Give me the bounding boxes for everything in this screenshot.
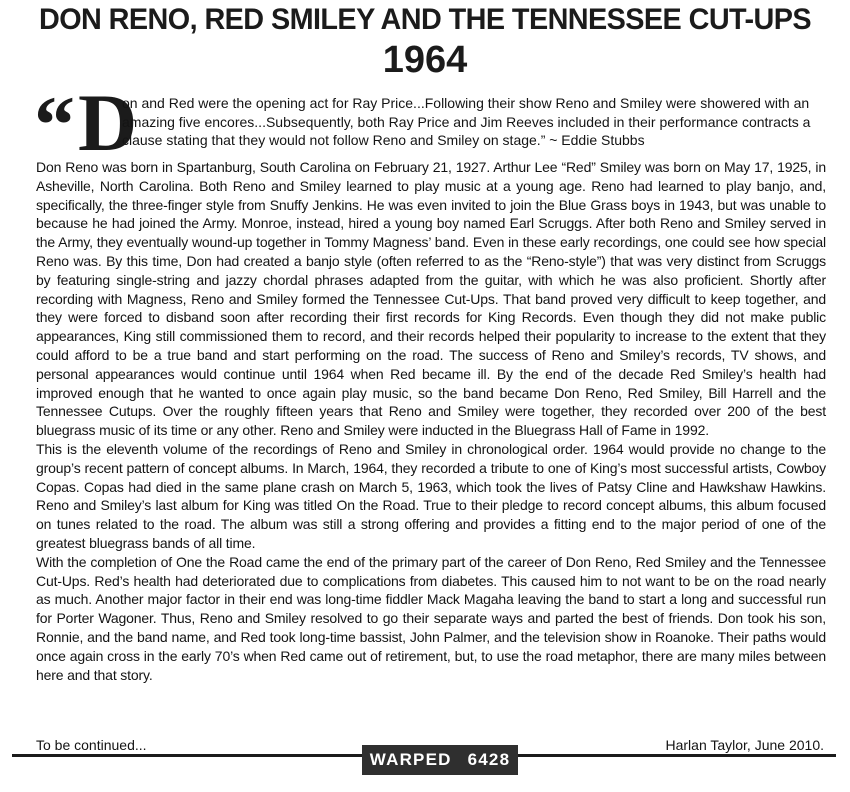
paragraph-biography: Don Reno was born in Spartanburg, South Carolina on February 21, 1927. Arthur Lee “Red” Smiley was born on May 17, 1925, in Asheville, North Carolina. Both Reno and Smiley learned to play music at a young age. Reno had learned to play banjo, and, specifically, the three-finger style from Snuffy Jenkins. He was even invited to join the Blue Grass boys in 1943, but was unable to because he had joined the Army. Monroe, instead, hired a young boy named Earl Scruggs. After both Reno and Smiley served in the Army, they eventually wound-up together in Tommy Magness’ band. Even in these early recordings, one could see how special Reno was. By this time, Don had created a banjo style (often referred to as the “Reno-style”) that was very distinct from Scruggs by featuring single-string and jazzy chordal phrases adapted from the guitar, with which he was also proficient. Shortly after recording with Magness, Reno and Smiley formed the Tennessee Cut-Ups. That band proved very difficult to keep together, and they were forced to disband soon after recording their first records for King Records. Even though they did not make public appearances, King still commissioned them to record, and their records helped their popularity to increase to the extent that they could afford to be a true band and start performing on the road. The success of Reno and Smiley’s records, TV shows, and personal appearances would continue until 1964 when Red became ill. By the end of the decade Red Smiley’s health had improved enough that he wanted to once again play music, so the band became Don Reno, Red Smiley, Bill Harrell and the Tennessee Cutups. Over the roughly fifteen years that Reno and Smiley were together, they recorded over 200 of the best bluegrass music of its time or any other. Reno and Smiley were inducted in the Bluegrass Hall of Fame in 1992.	[36, 159, 826, 439]
catalog-number: 6428	[467, 750, 511, 769]
quote-text: on and Red were the opening act for Ray Price...Following their show Reno and Smiley were showered with an amazing five encores...Subsequently, both Ray Price and Jim Reeves included in their performance contracts a clause stating that they would not follow Reno and Smiley on stage.” ~ Eddie Stubbs	[122, 95, 811, 148]
label-name: WARPED	[369, 750, 452, 769]
paragraph-volume: This is the eleventh volume of the recordings of Reno and Smiley in chronological order. 1964 would provide no change to the group’s recent pattern of concept albums. In March, 1964, they recorded a tribute to one of King’s most successful artists, Cowboy Copas. Copas had died in the same plane crash on March 5, 1963, which took the lives of Patsy Cline and Hawkshaw Hawkins. Reno and Smiley’s last album for King was titled On the Road. True to their pledge to record concept albums, this album focused on tunes related to the road. The album was still a strong offering and provides a fitting end to the major period of one of the greatest bluegrass bands of all time.	[36, 440, 826, 551]
open-quote-mark: “	[34, 79, 75, 170]
page-title: DON RENO, RED SMILEY AND THE TENNESSEE CUT-UPS	[38, 3, 811, 36]
catalog-badge	[362, 745, 518, 775]
liner-notes-body	[36, 158, 826, 684]
opening-quote	[34, 77, 834, 170]
paragraph-ending: With the completion of One the Road came the end of the primary part of the career of Don Reno, Red Smiley and the Tennessee Cut-Ups. Red’s health had deteriorated due to complications from diabetes. This caused him to not want to be on the road nearly as much. Another major factor in their end was long-time fiddler Mack Magaha leaving the band to start a long and successful run for Porter Wagoner. Thus, Reno and Smiley resolved to go their separate ways and parted the best of friends. Don took his son, Ronnie, and the band name, and Red took long-time bassist, John Palmer, and the television show in Roanoke. Their paths would once again cross in the early 70’s when Red came out of retirement, but, to use the road metaphor, there are many miles between here and that story.	[36, 553, 826, 683]
to-be-continued: To be continued...	[36, 737, 147, 753]
drop-cap-letter: D	[78, 77, 138, 168]
footer-rule-left	[12, 754, 362, 757]
author-signature: Harlan Taylor, June 2010.	[665, 737, 824, 753]
footer-rule-right	[518, 754, 836, 757]
year-heading: 1964	[382, 39, 468, 81]
